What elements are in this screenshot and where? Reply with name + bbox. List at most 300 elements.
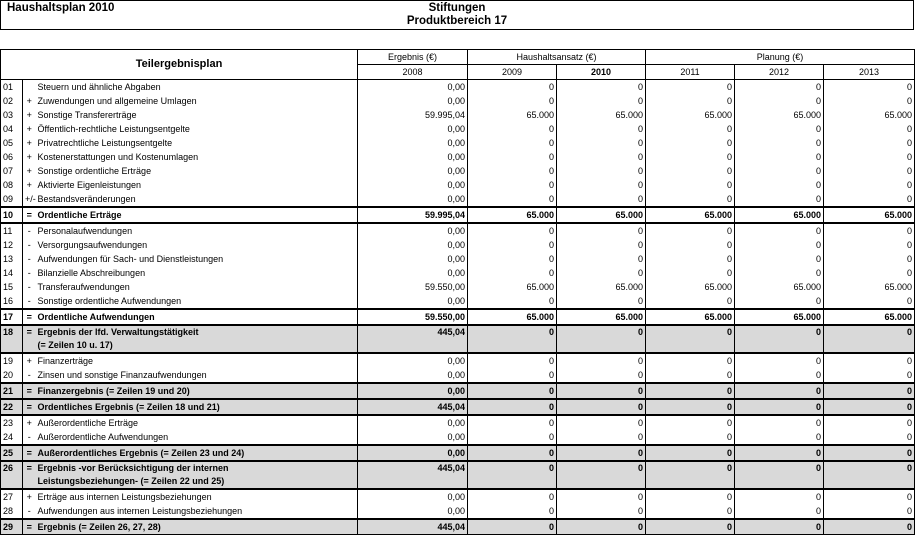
year-header: 2008	[358, 65, 468, 80]
value-cell: 0,00	[358, 122, 468, 136]
row-label-text: Finanzerträge	[37, 355, 94, 366]
row-label-text: Außerordentliches Ergebnis (= Zeilen 23 und 24)	[37, 447, 245, 458]
row-operator: +	[23, 150, 36, 164]
table-row	[1, 430, 915, 445]
value-cell: 0	[557, 399, 646, 415]
value-cell: 0,00	[358, 368, 468, 383]
group-header-haushaltsansatz: Haushaltsansatz (€)	[468, 50, 646, 65]
value-cell: 0	[557, 136, 646, 150]
row-number: 03	[1, 108, 23, 122]
value-cell: 0,00	[358, 383, 468, 399]
table-row	[1, 399, 915, 415]
row-number: 23	[1, 415, 23, 430]
table-row	[1, 353, 915, 368]
table-row	[1, 461, 915, 489]
document-header	[0, 0, 914, 30]
value-cell: 0	[646, 122, 735, 136]
value-cell: 0	[824, 238, 915, 252]
value-cell: 0	[646, 353, 735, 368]
value-cell: 0	[824, 178, 915, 192]
row-label-text: Außerordentliche Aufwendungen	[37, 431, 169, 442]
value-cell: 0,00	[358, 294, 468, 309]
value-cell: 0,00	[358, 252, 468, 266]
row-label-text: Sonstige Transfererträge	[37, 109, 137, 120]
value-cell: 0	[824, 399, 915, 415]
row-number: 22	[1, 399, 23, 415]
row-operator: =	[23, 207, 36, 223]
value-cell: 0	[646, 325, 735, 353]
value-cell: 59.995,04	[358, 108, 468, 122]
value-cell: 0	[824, 325, 915, 353]
year-header: 2013	[824, 65, 915, 80]
value-cell: 0	[824, 445, 915, 461]
row-number: 25	[1, 445, 23, 461]
value-cell: 0	[557, 294, 646, 309]
value-cell: 0	[824, 252, 915, 266]
value-cell: 0,00	[358, 430, 468, 445]
value-cell: 0,00	[358, 415, 468, 430]
row-number: 17	[1, 309, 23, 325]
row-operator: +	[23, 94, 36, 108]
row-number: 15	[1, 280, 23, 294]
row-number: 19	[1, 353, 23, 368]
value-cell: 65.000	[468, 207, 557, 223]
value-cell: 0,00	[358, 150, 468, 164]
value-cell: 0	[735, 294, 824, 309]
value-cell: 0	[468, 223, 557, 238]
value-cell: 0	[735, 445, 824, 461]
value-cell: 0	[735, 94, 824, 108]
value-cell: 0	[646, 430, 735, 445]
row-label	[36, 519, 358, 535]
table-row	[1, 383, 915, 399]
value-cell: 0	[824, 489, 915, 504]
row-label	[36, 136, 358, 150]
value-cell: 0	[557, 150, 646, 164]
value-cell: 0,00	[358, 94, 468, 108]
value-cell: 0	[646, 399, 735, 415]
value-cell: 0	[646, 80, 735, 95]
row-label-text: Kostenerstattungen und Kostenumlagen	[37, 151, 199, 162]
row-label	[36, 192, 358, 207]
row-operator: -	[23, 280, 36, 294]
row-number: 16	[1, 294, 23, 309]
row-label-text: Bestandsveränderungen	[37, 193, 136, 204]
value-cell: 0	[824, 80, 915, 95]
value-cell: 0	[646, 238, 735, 252]
row-label	[36, 238, 358, 252]
product-area-title: Produktbereich 17	[406, 15, 508, 27]
row-number: 13	[1, 252, 23, 266]
value-cell: 0	[468, 238, 557, 252]
header-center	[1, 2, 913, 28]
value-cell: 0	[735, 461, 824, 489]
table-row	[1, 94, 915, 108]
value-cell: 0,00	[358, 192, 468, 207]
row-number: 21	[1, 383, 23, 399]
value-cell: 0	[468, 164, 557, 178]
row-operator: +	[23, 415, 36, 430]
value-cell: 0	[468, 368, 557, 383]
value-cell: 0	[468, 252, 557, 266]
row-label	[36, 223, 358, 238]
row-label-text: Privatrechtliche Leistungsentgelte	[37, 137, 173, 148]
value-cell: 59.995,04	[358, 207, 468, 223]
value-cell: 0	[824, 266, 915, 280]
value-cell: 65.000	[824, 108, 915, 122]
table-row	[1, 192, 915, 207]
row-label-text: Öffentlich-rechtliche Leistungsentgelte	[37, 123, 190, 134]
row-number: 24	[1, 430, 23, 445]
value-cell: 0	[824, 504, 915, 519]
row-label	[36, 430, 358, 445]
value-cell: 445,04	[358, 519, 468, 535]
value-cell: 0	[468, 266, 557, 280]
row-operator	[23, 80, 36, 95]
row-label-text: Bilanzielle Abschreibungen	[37, 267, 146, 278]
value-cell: 65.000	[468, 280, 557, 294]
value-cell: 0	[557, 383, 646, 399]
table-row	[1, 504, 915, 519]
row-label-text: Ordentliche Erträge	[37, 209, 122, 220]
row-number: 09	[1, 192, 23, 207]
value-cell: 0	[468, 353, 557, 368]
row-operator: +	[23, 108, 36, 122]
row-number: 11	[1, 223, 23, 238]
table-row	[1, 309, 915, 325]
value-cell: 0	[468, 519, 557, 535]
row-operator: -	[23, 294, 36, 309]
value-cell: 0	[824, 383, 915, 399]
row-operator: -	[23, 238, 36, 252]
row-label	[36, 415, 358, 430]
row-operator: -	[23, 430, 36, 445]
table-body	[1, 80, 915, 535]
value-cell: 0	[824, 150, 915, 164]
value-cell: 0	[735, 430, 824, 445]
value-cell: 0	[824, 294, 915, 309]
row-number: 14	[1, 266, 23, 280]
row-operator: -	[23, 368, 36, 383]
row-label-text: Erträge aus internen Leistungsbeziehungen	[37, 491, 212, 502]
value-cell: 65.000	[557, 207, 646, 223]
value-cell: 0	[557, 415, 646, 430]
value-cell: 0	[646, 461, 735, 489]
value-cell: 0	[646, 489, 735, 504]
row-label	[36, 108, 358, 122]
row-number: 02	[1, 94, 23, 108]
table-row	[1, 122, 915, 136]
value-cell: 0	[735, 399, 824, 415]
row-number: 08	[1, 178, 23, 192]
group-header-planung: Planung (€)	[646, 50, 915, 65]
row-label-text: Zinsen und sonstige Finanzaufwendungen	[37, 369, 207, 380]
row-operator: -	[23, 266, 36, 280]
value-cell: 0	[468, 489, 557, 504]
value-cell: 0	[468, 325, 557, 353]
value-cell: 0	[557, 122, 646, 136]
value-cell: 0	[735, 353, 824, 368]
value-cell: 0	[735, 504, 824, 519]
row-label-text: Transferaufwendungen	[37, 281, 130, 292]
value-cell: 59.550,00	[358, 309, 468, 325]
row-label-text: Außerordentliche Erträge	[37, 417, 139, 428]
value-cell: 0	[557, 80, 646, 95]
value-cell: 0	[824, 430, 915, 445]
value-cell: 0	[735, 136, 824, 150]
value-cell: 65.000	[824, 207, 915, 223]
row-label	[36, 399, 358, 415]
value-cell: 0	[646, 266, 735, 280]
value-cell: 65.000	[646, 108, 735, 122]
value-cell: 0	[735, 238, 824, 252]
row-label-text: Sonstige ordentliche Aufwendungen	[37, 295, 182, 306]
value-cell: 65.000	[735, 309, 824, 325]
value-cell: 0	[646, 150, 735, 164]
row-label-text: Steuern und ähnliche Abgaben	[37, 81, 161, 92]
row-operator: +	[23, 353, 36, 368]
row-label-continuation: Leistungsbeziehungen- (= Zeilen 22 und 25)	[37, 476, 225, 486]
row-label-text: Aktivierte Eigenleistungen	[37, 179, 142, 190]
value-cell: 0	[468, 399, 557, 415]
value-cell: 0	[646, 223, 735, 238]
row-number: 01	[1, 80, 23, 95]
row-label	[36, 94, 358, 108]
value-cell: 65.000	[735, 207, 824, 223]
row-label	[36, 178, 358, 192]
year-header: 2011	[646, 65, 735, 80]
value-cell: 65.000	[646, 280, 735, 294]
row-operator: +	[23, 122, 36, 136]
table-row	[1, 80, 915, 95]
row-label	[36, 164, 358, 178]
row-label	[36, 383, 358, 399]
row-operator: +	[23, 136, 36, 150]
value-cell: 0	[557, 252, 646, 266]
row-operator: =	[23, 445, 36, 461]
row-operator: =	[23, 399, 36, 415]
value-cell: 0	[735, 252, 824, 266]
value-cell: 0	[468, 461, 557, 489]
value-cell: 0	[824, 519, 915, 535]
value-cell: 0	[468, 383, 557, 399]
year-header: 2012	[735, 65, 824, 80]
value-cell: 0	[824, 94, 915, 108]
row-number: 26	[1, 461, 23, 489]
value-cell: 0,00	[358, 489, 468, 504]
row-label-text: Versorgungsaufwendungen	[37, 239, 148, 250]
value-cell: 0	[468, 122, 557, 136]
value-cell: 0	[824, 368, 915, 383]
value-cell: 0	[646, 415, 735, 430]
value-cell: 445,04	[358, 461, 468, 489]
row-label	[36, 461, 358, 489]
row-operator: -	[23, 223, 36, 238]
row-number: 05	[1, 136, 23, 150]
value-cell: 0,00	[358, 178, 468, 192]
value-cell: 0	[557, 94, 646, 108]
table-row	[1, 108, 915, 122]
value-cell: 0	[824, 164, 915, 178]
row-label-text: Zuwendungen und allgemeine Umlagen	[37, 95, 197, 106]
value-cell: 0	[557, 519, 646, 535]
value-cell: 0	[468, 80, 557, 95]
value-cell: 0	[557, 353, 646, 368]
value-cell: 65.000	[468, 108, 557, 122]
row-label-text: Personalaufwendungen	[37, 225, 133, 236]
row-label-text: Finanzergebnis (= Zeilen 19 und 20)	[37, 385, 190, 396]
row-label-text: Ordentliches Ergebnis (= Zeilen 18 und 21)	[37, 401, 220, 412]
value-cell: 0	[468, 430, 557, 445]
value-cell: 0	[646, 192, 735, 207]
row-label	[36, 122, 358, 136]
table-row	[1, 207, 915, 223]
row-number: 04	[1, 122, 23, 136]
value-cell: 0	[735, 122, 824, 136]
value-cell: 0	[468, 192, 557, 207]
value-cell: 0	[557, 192, 646, 207]
value-cell: 65.000	[735, 280, 824, 294]
row-number: 07	[1, 164, 23, 178]
row-label-text: Ergebnis -vor Berücksichtigung der internen	[37, 463, 229, 473]
row-number: 20	[1, 368, 23, 383]
value-cell: 0	[557, 489, 646, 504]
row-number: 12	[1, 238, 23, 252]
value-cell: 0	[824, 192, 915, 207]
value-cell: 0	[468, 294, 557, 309]
value-cell: 59.550,00	[358, 280, 468, 294]
value-cell: 445,04	[358, 399, 468, 415]
table-row	[1, 489, 915, 504]
table-row	[1, 294, 915, 309]
value-cell: 0	[468, 445, 557, 461]
value-cell: 0	[735, 150, 824, 164]
row-operator: +	[23, 178, 36, 192]
value-cell: 0	[646, 445, 735, 461]
row-label-text: Aufwendungen für Sach- und Dienstleistungen	[37, 253, 224, 264]
value-cell: 0	[557, 164, 646, 178]
row-label-text: Ergebnis der lfd. Verwaltungstätigkeit	[37, 327, 199, 337]
value-cell: 0	[735, 519, 824, 535]
row-number: 29	[1, 519, 23, 535]
value-cell: 0	[557, 238, 646, 252]
value-cell: 0,00	[358, 223, 468, 238]
value-cell: 0	[735, 192, 824, 207]
value-cell: 0	[735, 266, 824, 280]
value-cell: 0	[557, 461, 646, 489]
value-cell: 0	[646, 519, 735, 535]
value-cell: 0	[824, 415, 915, 430]
row-label	[36, 489, 358, 504]
row-label	[36, 294, 358, 309]
value-cell: 0	[646, 504, 735, 519]
table-row	[1, 164, 915, 178]
table-row	[1, 252, 915, 266]
row-label	[36, 150, 358, 164]
table-row	[1, 325, 915, 353]
value-cell: 0	[468, 415, 557, 430]
value-cell: 0	[557, 178, 646, 192]
row-number: 28	[1, 504, 23, 519]
value-cell: 0,00	[358, 238, 468, 252]
value-cell: 0	[824, 461, 915, 489]
row-label-text: Ergebnis (= Zeilen 26, 27, 28)	[37, 521, 161, 532]
row-label	[36, 80, 358, 95]
value-cell: 0	[824, 353, 915, 368]
table-row	[1, 368, 915, 383]
value-cell: 0	[735, 80, 824, 95]
value-cell: 0	[557, 266, 646, 280]
table-row	[1, 238, 915, 252]
result-plan-table	[0, 49, 915, 535]
row-operator: +	[23, 164, 36, 178]
value-cell: 0	[646, 178, 735, 192]
table-row	[1, 266, 915, 280]
row-label-text: Aufwendungen aus internen Leistungsbeziehungen	[37, 505, 243, 516]
value-cell: 0	[824, 136, 915, 150]
row-number: 18	[1, 325, 23, 353]
group-header-ergebnis: Ergebnis (€)	[358, 50, 468, 65]
value-cell: 0	[557, 504, 646, 519]
value-cell: 0,00	[358, 266, 468, 280]
value-cell: 0	[646, 368, 735, 383]
value-cell: 0	[735, 368, 824, 383]
value-cell: 65.000	[557, 108, 646, 122]
row-operator: =	[23, 519, 36, 535]
value-cell: 0	[468, 136, 557, 150]
value-cell: 0	[735, 223, 824, 238]
row-operator: =	[23, 325, 36, 353]
value-cell: 65.000	[557, 309, 646, 325]
row-label	[36, 309, 358, 325]
value-cell: 0	[735, 383, 824, 399]
value-cell: 0	[646, 383, 735, 399]
value-cell: 0	[646, 94, 735, 108]
value-cell: 0	[646, 136, 735, 150]
value-cell: 0	[735, 325, 824, 353]
row-operator: -	[23, 504, 36, 519]
table-row	[1, 136, 915, 150]
value-cell: 65.000	[824, 280, 915, 294]
value-cell: 65.000	[557, 280, 646, 294]
row-label	[36, 504, 358, 519]
value-cell: 0,00	[358, 353, 468, 368]
table-row	[1, 415, 915, 430]
table-title: Teilergebnisplan	[1, 50, 358, 80]
row-operator: =	[23, 383, 36, 399]
row-operator: =	[23, 309, 36, 325]
table-row	[1, 223, 915, 238]
row-label	[36, 266, 358, 280]
value-cell: 0	[468, 150, 557, 164]
row-label	[36, 280, 358, 294]
value-cell: 0	[468, 504, 557, 519]
row-label	[36, 445, 358, 461]
row-label	[36, 207, 358, 223]
value-cell: 0	[824, 223, 915, 238]
value-cell: 0	[735, 489, 824, 504]
value-cell: 0	[646, 164, 735, 178]
table-row	[1, 280, 915, 294]
value-cell: 0	[557, 368, 646, 383]
row-operator: +	[23, 489, 36, 504]
value-cell: 445,04	[358, 325, 468, 353]
table-row	[1, 150, 915, 164]
value-cell: 0,00	[358, 445, 468, 461]
value-cell: 0	[824, 122, 915, 136]
value-cell: 0	[646, 252, 735, 266]
value-cell: 0,00	[358, 504, 468, 519]
